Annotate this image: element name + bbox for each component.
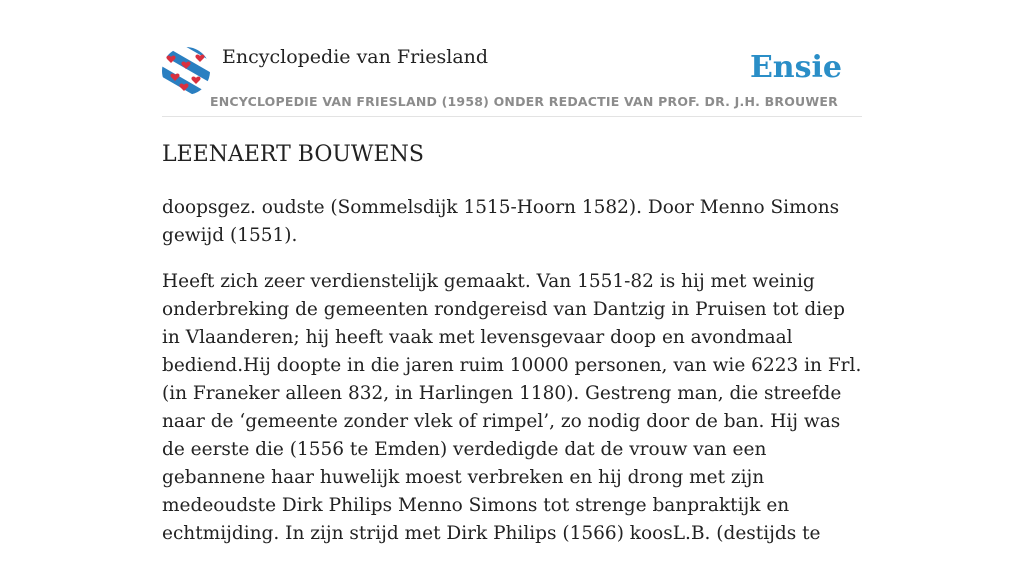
entry-title: LEENAERT BOUWENS [162, 142, 424, 167]
site-title[interactable]: Encyclopedie van Friesland [222, 46, 489, 68]
site-header [162, 44, 862, 117]
entry-content [162, 139, 862, 566]
encyclopedia-subtitle: ENCYCLOPEDIE VAN FRIESLAND (1958) ONDER REDACTIE VAN PROF. DR. J.H. BROUWER [210, 94, 838, 109]
entry-paragraph: doopsgez. oudste (Sommelsdijk 1515-Hoorn 1582). Door Menno Simons gewijd (1551). [162, 197, 840, 246]
entry-paragraph: Heeft zich zeer verdienstelijk gemaakt. Van 1551-82 is hij met weinig onderbreking de gemeenten rondgereisd van Dantzig in Pruisen tot diep in Vlaanderen; hij heeft vaak met levensgevaar doop en avondmaal bediend.Hij doopte in die jaren ruim 10000 personen, van wie 6223 in Frl. (in Franeker alleen 832, in Harlingen 1180). Gestreng man, die streefde naar de ‘gemeente zonder vlek of rimpel’, zo nodig door de ban. Hij was de eerste die (1556 te Emden) verdedigde dat de vrouw van een gebannene haar huwelijk moest verbreken en hij drong met zijn medeoudste Dirk Philips Menno Simons tot strenge banpraktijk en echtmijding. In zijn strijd met Dirk Philips (1566) koosL.B. (destijds te [162, 271, 862, 544]
ensie-brand-link[interactable]: Ensie [749, 50, 842, 85]
frisian-flag-icon[interactable] [162, 47, 210, 95]
